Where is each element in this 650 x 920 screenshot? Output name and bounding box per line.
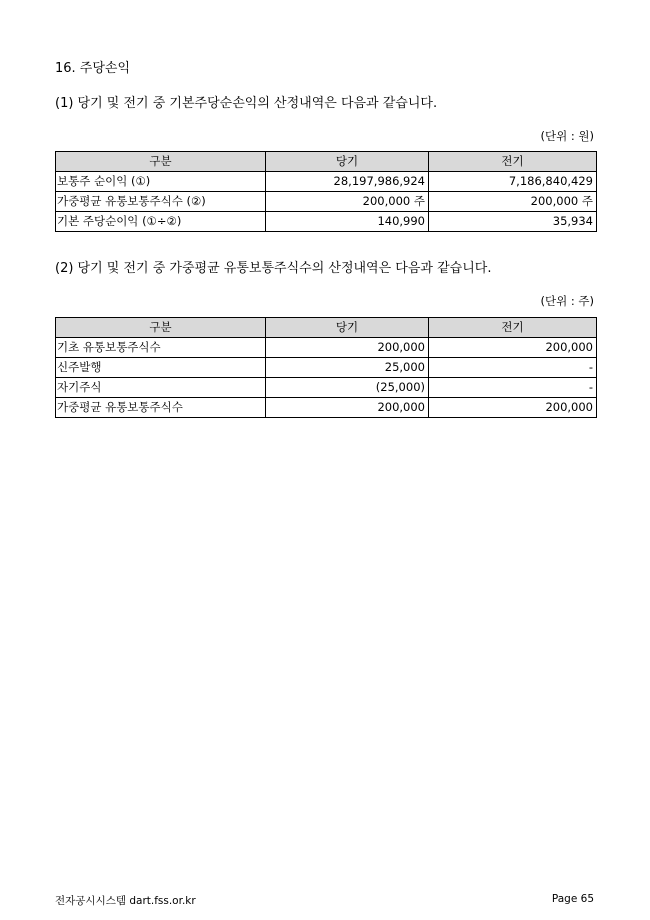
weighted-shares-table — [55, 317, 597, 418]
current-value: 140,990 — [266, 212, 429, 232]
row-label: 보통주 순이익 (①) — [56, 172, 266, 192]
column-header-category: 구분 — [56, 152, 266, 172]
part2-intro: (2) 당기 및 전기 중 가중평균 유통보통주식수의 산정내역은 다음과 같습니다. — [55, 261, 492, 276]
part1-unit: (단위 : 원) — [540, 129, 594, 143]
row-label: 기초 유통보통주식수 — [56, 338, 266, 358]
page-number: Page 65 — [551, 893, 594, 905]
current-value: 200,000 — [266, 338, 429, 358]
section-title: 16. 주당손익 — [55, 61, 131, 76]
table-row — [56, 378, 597, 398]
row-label: 가중평균 유통보통주식수 (②) — [56, 192, 266, 212]
column-header-category: 구분 — [56, 318, 266, 338]
footer-source: 전자공시시스템 dart.fss.or.kr — [55, 895, 196, 907]
prior-value: 200,000 주 — [429, 192, 597, 212]
column-header-prior: 전기 — [429, 318, 597, 338]
current-value: 200,000 주 — [266, 192, 429, 212]
part1-intro: (1) 당기 및 전기 중 기본주당순손익의 산정내역은 다음과 같습니다. — [55, 96, 438, 111]
prior-value: 200,000 — [429, 338, 597, 358]
current-value: (25,000) — [266, 378, 429, 398]
table-row — [56, 212, 597, 232]
prior-value: 200,000 — [429, 398, 597, 418]
table-row — [56, 358, 597, 378]
column-header-current: 당기 — [266, 318, 429, 338]
table-row — [56, 398, 597, 418]
part2-unit: (단위 : 주) — [540, 294, 594, 308]
table-header-row — [56, 152, 597, 172]
prior-value: 7,186,840,429 — [429, 172, 597, 192]
prior-value: 35,934 — [429, 212, 597, 232]
row-label: 자기주식 — [56, 378, 266, 398]
table-row — [56, 338, 597, 358]
basic-eps-table — [55, 151, 597, 232]
current-value: 25,000 — [266, 358, 429, 378]
current-value: 28,197,986,924 — [266, 172, 429, 192]
table-row — [56, 172, 597, 192]
current-value: 200,000 — [266, 398, 429, 418]
prior-value: - — [429, 378, 597, 398]
table-row — [56, 192, 597, 212]
row-label: 가중평균 유통보통주식수 — [56, 398, 266, 418]
row-label: 신주발행 — [56, 358, 266, 378]
table-header-row — [56, 318, 597, 338]
row-label: 기본 주당순이익 (①÷②) — [56, 212, 266, 232]
column-header-current: 당기 — [266, 152, 429, 172]
column-header-prior: 전기 — [429, 152, 597, 172]
prior-value: - — [429, 358, 597, 378]
